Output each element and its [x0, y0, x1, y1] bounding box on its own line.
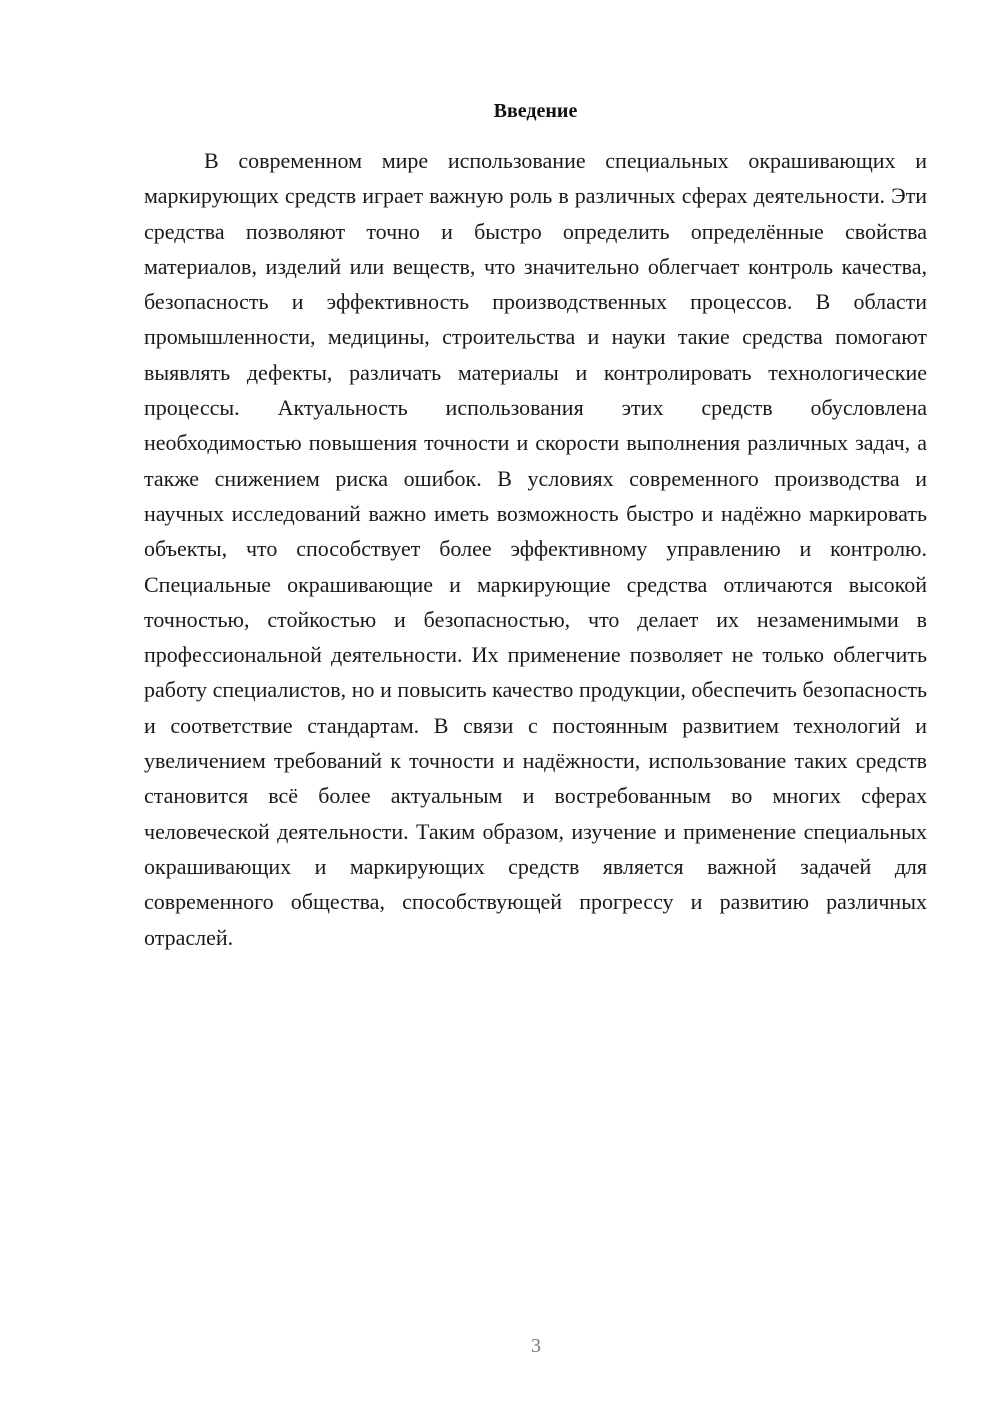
introduction-paragraph: В современном мире использование специальных окрашивающих и маркирующих средств играет важную роль в различных сферах деятельности. Эти средства позволяют точно и быстро определить определённые свойства материалов, изделий или веществ, что значительно облегчает контроль качества, безопасность и эффективность производственных процессов. В области промышленности, медицины, строительства и науки такие средства помогают выявлять дефекты, различать материалы и контролировать технологические процессы. Актуальность использования этих средств обусловлена необходимостью повышения точности и скорости выполнения различных задач, а также снижением риска ошибок. В условиях современного производства и научных исследований важно иметь возможность быстро и надёжно маркировать объекты, что способствует более эффективному управлению и контролю. Специальные окрашивающие и маркирующие средства отличаются высокой точностью, стойкостью и безопасностью, что делает их незаменимыми в профессиональной деятельности. Их применение позволяет не только облегчить работу специалистов, но и повысить качество продукции, обеспечить безопасность и соответствие стандартам. В связи с постоянным развитием технологий и увеличением требований к точности и надёжности, использование таких средств становится всё более актуальным и востребованным во многих сферах человеческой деятельности. Таким образом, изучение и применение специальных окрашивающих и маркирующих средств является важной задачей для современного общества, способствующей прогрессу и развитию различных отраслей. — [144, 148, 927, 950]
page-number: 3 — [531, 1335, 541, 1357]
section-title: Введение — [493, 100, 578, 122]
